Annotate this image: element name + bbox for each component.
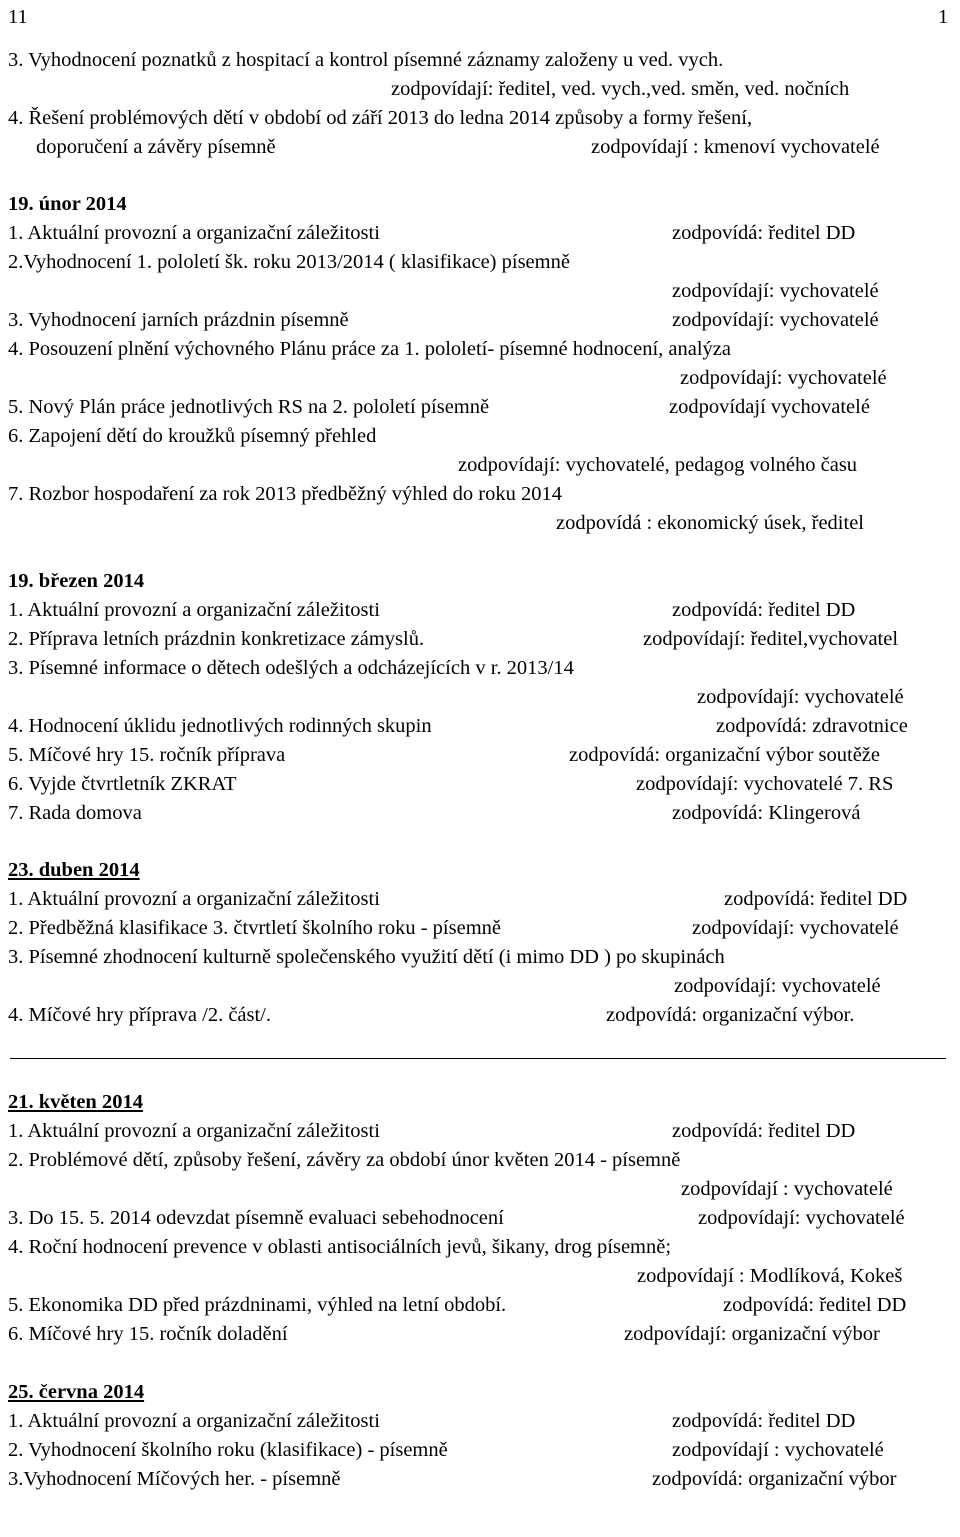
item-text: 1. Aktuální provozní a organizační záležitosti [8, 1120, 380, 1142]
item-text: 3.Vyhodnocení Míčových her. - písemně [8, 1468, 341, 1490]
item-text: 2. Předběžná klasifikace 3. čtvrtletí školního roku - písemně [8, 917, 502, 939]
item-responsible: zodpovídají : Modlíková, Kokeš [637, 1265, 903, 1287]
item-responsible: zodpovídají: vychovatelé [672, 280, 879, 302]
item-text: doporučení a závěry písemně [36, 136, 276, 158]
item-responsible: zodpovídá: organizační výbor soutěže [569, 744, 881, 766]
item-responsible: zodpovídá: ředitel DD [672, 1410, 856, 1432]
horizontal-rule [10, 1058, 946, 1059]
page-number-right: 1 [938, 6, 949, 28]
item-responsible: zodpovídají vychovatelé [669, 396, 870, 418]
section-heading: 25. června 2014 [8, 1381, 145, 1403]
item-responsible: zodpovídá: organizační výbor [652, 1468, 897, 1490]
item-responsible: zodpovídají: vychovatelé [674, 975, 881, 997]
item-responsible: zodpovídá: ředitel DD [672, 222, 856, 244]
item-text: 2.Vyhodnocení 1. pololetí šk. roku 2013/2014 ( klasifikace) písemně [8, 251, 570, 273]
item-responsible: zodpovídá: ředitel DD [723, 1294, 907, 1316]
item-responsible: zodpovídají: vychovatelé [698, 1207, 905, 1229]
item-text: 3. Písemné informace o dětech odešlých a odcházejících v r. 2013/14 [8, 657, 574, 679]
item-responsible: zodpovídá: zdravotnice [716, 715, 908, 737]
item-responsible: zodpovídají: vychovatelé [697, 686, 904, 708]
item-text: 4. Hodnocení úklidu jednotlivých rodinných skupin [8, 715, 432, 737]
item-text: 6. Vyjde čtvrtletník ZKRAT [8, 773, 237, 795]
item-text: 6. Míčové hry 15. ročník doladění [8, 1323, 288, 1345]
item-text: 4. Posouzení plnění výchovného Plánu práce za 1. pololetí- písemné hodnocení, analýza [8, 338, 731, 360]
item-text: 2. Problémové dětí, způsoby řešení, závěry za období únor květen 2014 - písemně [8, 1149, 681, 1171]
item-text: 3. Vyhodnocení jarních prázdnin písemně [8, 309, 349, 331]
item-text: 4. Řešení problémových dětí v období od září 2013 do ledna 2014 způsoby a formy řešení, [8, 107, 753, 129]
item-text: 3. Do 15. 5. 2014 odevzdat písemně evaluaci sebehodnocení [8, 1207, 504, 1229]
page-number-left: 11 [8, 6, 28, 28]
item-responsible: zodpovídají: ředitel, ved. vych.,ved. směn, ved. nočních [391, 78, 850, 100]
item-text: 7. Rada domova [8, 802, 142, 824]
item-text: 5. Ekonomika DD před prázdninami, výhled na letní období. [8, 1294, 507, 1316]
item-responsible: zodpovídají : kmenoví vychovatelé [591, 136, 880, 158]
section-heading: 23. duben 2014 [8, 859, 140, 881]
item-text: 2. Vyhodnocení školního roku (klasifikace) - písemně [8, 1439, 448, 1461]
item-responsible: zodpovídají: vychovatelé [680, 367, 887, 389]
item-text: 1. Aktuální provozní a organizační záležitosti [8, 1410, 380, 1432]
item-responsible: zodpovídá : ekonomický úsek, ředitel [556, 512, 864, 534]
item-responsible: zodpovídají: organizační výbor [624, 1323, 880, 1345]
item-responsible: zodpovídají: vychovatelé [672, 309, 879, 331]
item-text: 7. Rozbor hospodaření za rok 2013 předběžný výhled do roku 2014 [8, 483, 562, 505]
item-responsible: zodpovídá: organizační výbor. [606, 1004, 855, 1026]
item-text: 4. Míčové hry příprava /2. část/. [8, 1004, 272, 1026]
item-responsible: zodpovídají : vychovatelé [672, 1439, 884, 1461]
item-responsible: zodpovídá: ředitel DD [672, 599, 856, 621]
section-heading: 19. březen 2014 [8, 570, 145, 592]
item-responsible: zodpovídají: vychovatelé [692, 917, 899, 939]
item-text: 3. Vyhodnocení poznatků z hospitací a kontrol písemné záznamy založeny u ved. vych. [8, 49, 724, 71]
item-responsible: zodpovídají : vychovatelé [681, 1178, 893, 1200]
section-heading: 19. únor 2014 [8, 193, 127, 215]
item-text: 5. Nový Plán práce jednotlivých RS na 2. pololetí písemně [8, 396, 490, 418]
item-text: 6. Zapojení dětí do kroužků písemný přehled [8, 425, 377, 447]
item-text: 2. Příprava letních prázdnin konkretizace zámyslů. [8, 628, 425, 650]
item-responsible: zodpovídají: ředitel,vychovatel [643, 628, 899, 650]
item-text: 4. Roční hodnocení prevence v oblasti antisociálních jevů, šikany, drog písemně; [8, 1236, 672, 1258]
item-text: 3. Písemné zhodnocení kulturně společenského využití dětí (i mimo DD ) po skupinách [8, 946, 725, 968]
item-responsible: zodpovídají: vychovatelé, pedagog volného času [458, 454, 858, 476]
item-responsible: zodpovídají: vychovatelé 7. RS [636, 773, 894, 795]
item-responsible: zodpovídá: ředitel DD [724, 888, 908, 910]
section-heading: 21. květen 2014 [8, 1091, 143, 1113]
item-responsible: zodpovídá: ředitel DD [672, 1120, 856, 1142]
item-responsible: zodpovídá: Klingerová [672, 802, 861, 824]
item-text: 1. Aktuální provozní a organizační záležitosti [8, 599, 380, 621]
item-text: 5. Míčové hry 15. ročník příprava [8, 744, 286, 766]
item-text: 1. Aktuální provozní a organizační záležitosti [8, 222, 380, 244]
item-text: 1. Aktuální provozní a organizační záležitosti [8, 888, 380, 910]
